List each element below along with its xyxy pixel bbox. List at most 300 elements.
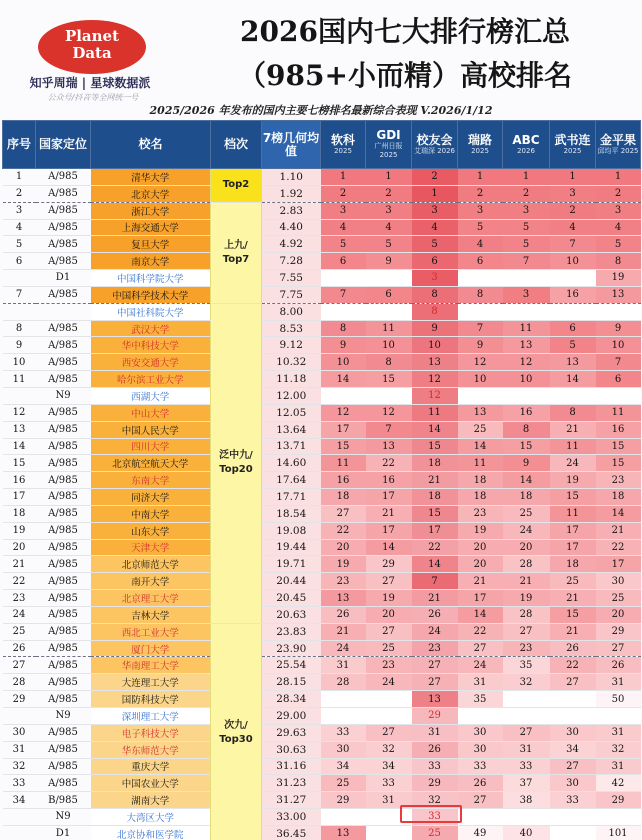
average-cell: 13.64 <box>262 421 321 438</box>
rank-value-cell: 15 <box>596 438 641 455</box>
position-cell: D1 <box>36 825 91 840</box>
position-cell: A/985 <box>36 657 91 674</box>
rank-value-cell <box>550 270 596 287</box>
rank-value-cell: 37 <box>503 775 550 792</box>
rank-value-cell: 17 <box>550 522 596 539</box>
rank-value-cell: 23 <box>412 640 458 657</box>
table-row <box>3 590 641 607</box>
rank-value-cell <box>321 708 366 725</box>
rank-value-cell: 21 <box>321 623 366 640</box>
school-name-cell: 西北工业大学 <box>91 623 211 640</box>
school-name-cell: 电子科技大学 <box>91 724 211 741</box>
position-cell: A/985 <box>36 236 91 253</box>
average-cell: 17.71 <box>262 489 321 506</box>
rank-value-cell: 35 <box>458 691 503 708</box>
school-name-cell: 西安交通大学 <box>91 354 211 371</box>
rank-value-cell: 18 <box>458 489 503 506</box>
rank-value-cell: 27 <box>550 674 596 691</box>
rank-cell <box>3 809 36 826</box>
school-name-cell: 浙江大学 <box>91 202 211 219</box>
average-cell: 20.45 <box>262 590 321 607</box>
rank-value-cell: 33 <box>366 775 412 792</box>
position-cell: A/985 <box>36 640 91 657</box>
rank-value-cell: 27 <box>596 640 641 657</box>
rank-value-cell: 24 <box>321 640 366 657</box>
table-row <box>3 337 641 354</box>
rank-value-cell: 32 <box>503 674 550 691</box>
rank-value-cell: 26 <box>596 657 641 674</box>
rank-cell: 1 <box>3 169 36 186</box>
rank-value-cell: 5 <box>596 236 641 253</box>
average-cell: 23.83 <box>262 623 321 640</box>
rank-value-cell: 3 <box>321 202 366 219</box>
rank-value-cell: 16 <box>366 472 412 489</box>
rank-value-cell: 7 <box>503 253 550 270</box>
rank-value-cell: 33 <box>412 758 458 775</box>
rank-value-cell: 27 <box>503 724 550 741</box>
rank-value-cell: 10 <box>321 354 366 371</box>
rank-cell: 18 <box>3 505 36 522</box>
rank-value-cell: 19 <box>550 472 596 489</box>
average-cell: 7.75 <box>262 286 321 303</box>
rank-cell: 12 <box>3 404 36 421</box>
average-cell: 2.83 <box>262 202 321 219</box>
table-row <box>3 825 641 840</box>
rank-value-cell: 8 <box>596 253 641 270</box>
rank-value-cell: 16 <box>596 421 641 438</box>
rank-value-cell: 11 <box>458 455 503 472</box>
table-row <box>3 421 641 438</box>
rank-value-cell: 3 <box>366 202 412 219</box>
rank-value-cell: 6 <box>321 253 366 270</box>
rank-cell: 2 <box>3 185 36 202</box>
rank-value-cell: 4 <box>550 219 596 236</box>
column-header-label: 校友会 <box>416 132 453 147</box>
column-header <box>503 121 550 169</box>
table-row <box>3 522 641 539</box>
table-row <box>3 236 641 253</box>
rank-value-cell: 10 <box>550 253 596 270</box>
rank-cell: 15 <box>3 455 36 472</box>
rank-value-cell: 8 <box>458 286 503 303</box>
average-cell: 19.71 <box>262 556 321 573</box>
rank-cell: 29 <box>3 691 36 708</box>
ranking-table <box>2 120 641 840</box>
average-cell: 19.08 <box>262 522 321 539</box>
rank-value-cell: 16 <box>321 472 366 489</box>
rank-cell: 8 <box>3 320 36 337</box>
rank-value-cell: 12 <box>321 404 366 421</box>
school-name-cell: 中国农业大学 <box>91 775 211 792</box>
rank-value-cell: 101 <box>596 825 641 840</box>
rank-cell: 25 <box>3 623 36 640</box>
rank-value-cell: 7 <box>596 354 641 371</box>
rank-value-cell <box>503 809 550 826</box>
rank-value-cell: 35 <box>503 657 550 674</box>
table-row <box>3 270 641 287</box>
rank-value-cell: 31 <box>321 657 366 674</box>
average-cell: 4.92 <box>262 236 321 253</box>
column-header <box>91 121 211 169</box>
rank-value-cell: 16 <box>550 286 596 303</box>
logo-line1: Planet <box>64 27 120 45</box>
table-row <box>3 573 641 590</box>
rank-value-cell: 7 <box>321 286 366 303</box>
position-cell <box>36 303 91 320</box>
rank-value-cell <box>596 387 641 404</box>
rank-value-cell <box>503 387 550 404</box>
position-cell: A/985 <box>36 286 91 303</box>
rank-value-cell <box>366 303 412 320</box>
rank-cell <box>3 825 36 840</box>
rank-value-cell <box>366 387 412 404</box>
rank-value-cell: 40 <box>503 825 550 840</box>
position-cell: A/985 <box>36 741 91 758</box>
table-row <box>3 438 641 455</box>
planet-data-logo <box>38 20 146 74</box>
column-header <box>211 121 262 169</box>
rank-value-cell: 32 <box>596 741 641 758</box>
school-name-cell: 北京大学 <box>91 185 211 202</box>
rank-value-cell: 15 <box>550 606 596 623</box>
rank-value-cell: 33 <box>503 758 550 775</box>
rank-value-cell: 10 <box>596 337 641 354</box>
position-cell: A/985 <box>36 556 91 573</box>
rank-value-cell: 6 <box>550 320 596 337</box>
rank-value-cell: 25 <box>550 573 596 590</box>
rank-value-cell: 11 <box>366 320 412 337</box>
average-cell: 29.63 <box>262 724 321 741</box>
rank-value-cell <box>321 270 366 287</box>
column-header-label: ABC <box>512 132 540 147</box>
average-cell: 8.53 <box>262 320 321 337</box>
average-cell: 4.40 <box>262 219 321 236</box>
rank-value-cell: 2 <box>596 185 641 202</box>
rank-value-cell: 24 <box>366 674 412 691</box>
rank-value-cell: 31 <box>596 724 641 741</box>
school-name-cell: 湖南大学 <box>91 792 211 809</box>
column-header-label: 武书连 <box>554 132 591 147</box>
rank-value-cell: 49 <box>458 825 503 840</box>
rank-value-cell: 1 <box>458 169 503 186</box>
rank-value-cell: 27 <box>321 505 366 522</box>
rank-value-cell: 28 <box>503 556 550 573</box>
average-cell: 31.27 <box>262 792 321 809</box>
rank-value-cell: 22 <box>596 539 641 556</box>
position-cell: A/985 <box>36 472 91 489</box>
rank-value-cell: 11 <box>321 455 366 472</box>
rank-value-cell: 4 <box>366 219 412 236</box>
rank-value-cell: 14 <box>550 371 596 388</box>
average-cell: 1.92 <box>262 185 321 202</box>
brand-name: 知乎周瑞 | 星球数据派 <box>29 76 151 90</box>
rank-value-cell: 17 <box>550 539 596 556</box>
rank-value-cell: 18 <box>503 489 550 506</box>
rank-value-cell: 9 <box>503 455 550 472</box>
rank-value-cell: 29 <box>596 792 641 809</box>
position-cell: A/985 <box>36 421 91 438</box>
rank-value-cell: 5 <box>458 219 503 236</box>
position-cell: A/985 <box>36 590 91 607</box>
rank-cell: 30 <box>3 724 36 741</box>
rank-value-cell: 10 <box>412 337 458 354</box>
rank-cell: 5 <box>3 236 36 253</box>
table-row <box>3 674 641 691</box>
rank-value-cell <box>458 809 503 826</box>
rank-value-cell <box>366 825 412 840</box>
school-name-cell: 山东大学 <box>91 522 211 539</box>
school-name-cell: 武汉大学 <box>91 320 211 337</box>
position-cell: A/985 <box>36 691 91 708</box>
rank-value-cell: 20 <box>503 539 550 556</box>
school-name-cell: 同济大学 <box>91 489 211 506</box>
rank-value-cell <box>550 387 596 404</box>
rank-value-cell: 13 <box>321 590 366 607</box>
school-name-cell: 南京大学 <box>91 253 211 270</box>
rank-value-cell: 8 <box>503 421 550 438</box>
rank-value-cell: 8 <box>366 354 412 371</box>
rank-value-cell <box>321 809 366 826</box>
rank-value-cell: 27 <box>458 640 503 657</box>
rank-value-cell: 14 <box>412 421 458 438</box>
logo-line2: Data <box>72 44 112 62</box>
rank-value-cell <box>321 691 366 708</box>
table-header-row <box>3 121 641 169</box>
average-cell: 20.44 <box>262 573 321 590</box>
rank-value-cell: 22 <box>550 657 596 674</box>
rank-value-cell: 19 <box>321 556 366 573</box>
rank-cell: 10 <box>3 354 36 371</box>
average-cell: 1.10 <box>262 169 321 186</box>
average-cell: 31.16 <box>262 758 321 775</box>
rank-value-cell: 25 <box>321 775 366 792</box>
table-row <box>3 455 641 472</box>
rank-value-cell: 13 <box>412 354 458 371</box>
position-cell: A/985 <box>36 202 91 219</box>
rank-value-cell: 21 <box>412 590 458 607</box>
page-subtitle: 2025/2026 年发布的国内主要七榜排名最新综合表现 V.2026/1/12 <box>149 104 493 117</box>
rank-value-cell: 13 <box>458 404 503 421</box>
rank-value-cell: 20 <box>366 606 412 623</box>
rank-cell: 6 <box>3 253 36 270</box>
rank-value-cell: 15 <box>412 505 458 522</box>
school-name-cell: 北京协和医学院 <box>91 825 211 840</box>
table-row <box>3 724 641 741</box>
average-cell: 18.54 <box>262 505 321 522</box>
position-cell: A/985 <box>36 775 91 792</box>
rank-cell <box>3 387 36 404</box>
school-name-cell: 四川大学 <box>91 438 211 455</box>
rank-cell <box>3 303 36 320</box>
rank-cell: 26 <box>3 640 36 657</box>
rank-value-cell: 18 <box>458 472 503 489</box>
table-row <box>3 169 641 186</box>
rank-value-cell: 2 <box>412 169 458 186</box>
rank-cell: 21 <box>3 556 36 573</box>
rank-value-cell: 9 <box>458 337 503 354</box>
rank-value-cell: 50 <box>596 691 641 708</box>
rank-value-cell: 4 <box>412 219 458 236</box>
rank-value-cell: 26 <box>412 606 458 623</box>
rank-value-cell: 31 <box>503 741 550 758</box>
rank-value-cell: 29 <box>321 792 366 809</box>
rank-value-cell: 22 <box>321 522 366 539</box>
rank-value-cell: 19 <box>596 270 641 287</box>
rank-value-cell: 24 <box>550 455 596 472</box>
school-name-cell: 中南大学 <box>91 505 211 522</box>
rank-value-cell: 20 <box>458 556 503 573</box>
rank-value-cell <box>596 303 641 320</box>
rank-value-cell: 30 <box>321 741 366 758</box>
table-row <box>3 775 641 792</box>
rank-value-cell: 15 <box>596 455 641 472</box>
rank-value-cell: 7 <box>458 320 503 337</box>
school-name-cell: 中国社科院大学 <box>91 303 211 320</box>
table-body <box>3 169 641 840</box>
position-cell: A/985 <box>36 320 91 337</box>
rank-value-cell: 30 <box>550 775 596 792</box>
rank-value-cell <box>503 303 550 320</box>
rank-value-cell: 1 <box>503 169 550 186</box>
rank-cell: 31 <box>3 741 36 758</box>
school-name-cell: 吉林大学 <box>91 606 211 623</box>
table-row <box>3 286 641 303</box>
rank-value-cell: 30 <box>458 724 503 741</box>
rank-value-cell <box>458 303 503 320</box>
rank-value-cell: 33 <box>550 792 596 809</box>
rank-value-cell: 29 <box>596 623 641 640</box>
rank-value-cell: 3 <box>412 270 458 287</box>
rank-value-cell: 13 <box>321 825 366 840</box>
column-header-label: 档次 <box>223 137 248 151</box>
column-header-label: 国家定位 <box>38 137 87 151</box>
rank-value-cell: 15 <box>412 438 458 455</box>
rank-value-cell: 21 <box>550 623 596 640</box>
rank-value-cell: 9 <box>412 320 458 337</box>
rank-value-cell: 14 <box>503 472 550 489</box>
rank-value-cell: 9 <box>321 337 366 354</box>
rank-cell: 3 <box>3 202 36 219</box>
rank-value-cell: 31 <box>412 724 458 741</box>
column-header-label: 瑞路 <box>467 132 492 147</box>
rank-value-cell: 11 <box>550 438 596 455</box>
rank-value-cell: 12 <box>503 354 550 371</box>
column-header <box>366 121 412 169</box>
average-cell: 28.34 <box>262 691 321 708</box>
rank-value-cell: 4 <box>458 236 503 253</box>
average-cell: 23.90 <box>262 640 321 657</box>
rank-value-cell: 12 <box>412 371 458 388</box>
rank-value-cell: 3 <box>412 202 458 219</box>
position-cell: A/985 <box>36 674 91 691</box>
rank-value-cell: 23 <box>596 472 641 489</box>
rank-value-cell: 2 <box>503 185 550 202</box>
position-cell: A/985 <box>36 573 91 590</box>
rank-value-cell: 7 <box>412 573 458 590</box>
school-name-cell: 清华大学 <box>91 169 211 186</box>
rank-value-cell: 15 <box>503 438 550 455</box>
rank-value-cell: 18 <box>321 489 366 506</box>
position-cell: A/985 <box>36 169 91 186</box>
rank-value-cell: 22 <box>366 455 412 472</box>
rank-cell: 27 <box>3 657 36 674</box>
position-cell: A/985 <box>36 253 91 270</box>
school-name-cell: 深圳理工大学 <box>91 708 211 725</box>
rank-value-cell: 38 <box>503 792 550 809</box>
rank-value-cell: 9 <box>596 320 641 337</box>
position-cell: A/985 <box>36 724 91 741</box>
rank-value-cell: 29 <box>412 708 458 725</box>
rank-value-cell: 1 <box>596 169 641 186</box>
position-cell: A/985 <box>36 606 91 623</box>
school-name-cell: 复旦大学 <box>91 236 211 253</box>
column-header <box>262 121 321 169</box>
rank-cell: 33 <box>3 775 36 792</box>
rank-value-cell: 34 <box>321 758 366 775</box>
rank-value-cell: 2 <box>321 185 366 202</box>
position-cell: A/985 <box>36 758 91 775</box>
rank-value-cell: 24 <box>503 522 550 539</box>
rank-value-cell: 18 <box>412 489 458 506</box>
table-row <box>3 606 641 623</box>
table-row <box>3 556 641 573</box>
rank-value-cell: 13 <box>596 286 641 303</box>
column-header-sub: 艾瑞深 2026 <box>413 146 456 155</box>
rank-value-cell: 24 <box>412 623 458 640</box>
rank-value-cell: 2 <box>366 185 412 202</box>
rank-value-cell: 42 <box>596 775 641 792</box>
rank-value-cell: 13 <box>550 354 596 371</box>
column-header <box>36 121 91 169</box>
rank-value-cell <box>550 708 596 725</box>
column-header <box>550 121 596 169</box>
rank-value-cell: 33 <box>321 724 366 741</box>
position-cell: A/985 <box>36 489 91 506</box>
school-name-cell: 华东师范大学 <box>91 741 211 758</box>
table-row <box>3 708 641 725</box>
rank-value-cell: 30 <box>458 741 503 758</box>
rank-value-cell: 20 <box>321 539 366 556</box>
average-cell: 31.23 <box>262 775 321 792</box>
column-header-label: 序号 <box>6 137 31 151</box>
rank-value-cell: 1 <box>366 169 412 186</box>
rank-value-cell: 6 <box>596 371 641 388</box>
rank-value-cell <box>550 303 596 320</box>
rank-value-cell: 29 <box>366 556 412 573</box>
table-row <box>3 185 641 202</box>
table-row <box>3 657 641 674</box>
position-cell: A/985 <box>36 455 91 472</box>
rank-value-cell <box>366 708 412 725</box>
rank-value-cell: 21 <box>550 421 596 438</box>
rank-value-cell: 33 <box>412 809 458 826</box>
rank-value-cell: 32 <box>366 741 412 758</box>
position-cell: A/985 <box>36 354 91 371</box>
school-name-cell: 北京航空航天大学 <box>91 455 211 472</box>
rank-value-cell: 25 <box>458 421 503 438</box>
column-header <box>458 121 503 169</box>
rank-value-cell: 14 <box>596 505 641 522</box>
average-cell: 29.00 <box>262 708 321 725</box>
rank-value-cell: 17 <box>321 421 366 438</box>
tier-cell: Top2 <box>211 169 262 203</box>
column-header-sub: 邱均平 2025 <box>597 146 639 155</box>
column-header-sub: 2026 <box>517 146 535 155</box>
table-row <box>3 202 641 219</box>
school-name-cell: 华南理工大学 <box>91 657 211 674</box>
position-cell: A/985 <box>36 438 91 455</box>
column-header-label: GDI <box>376 128 401 142</box>
